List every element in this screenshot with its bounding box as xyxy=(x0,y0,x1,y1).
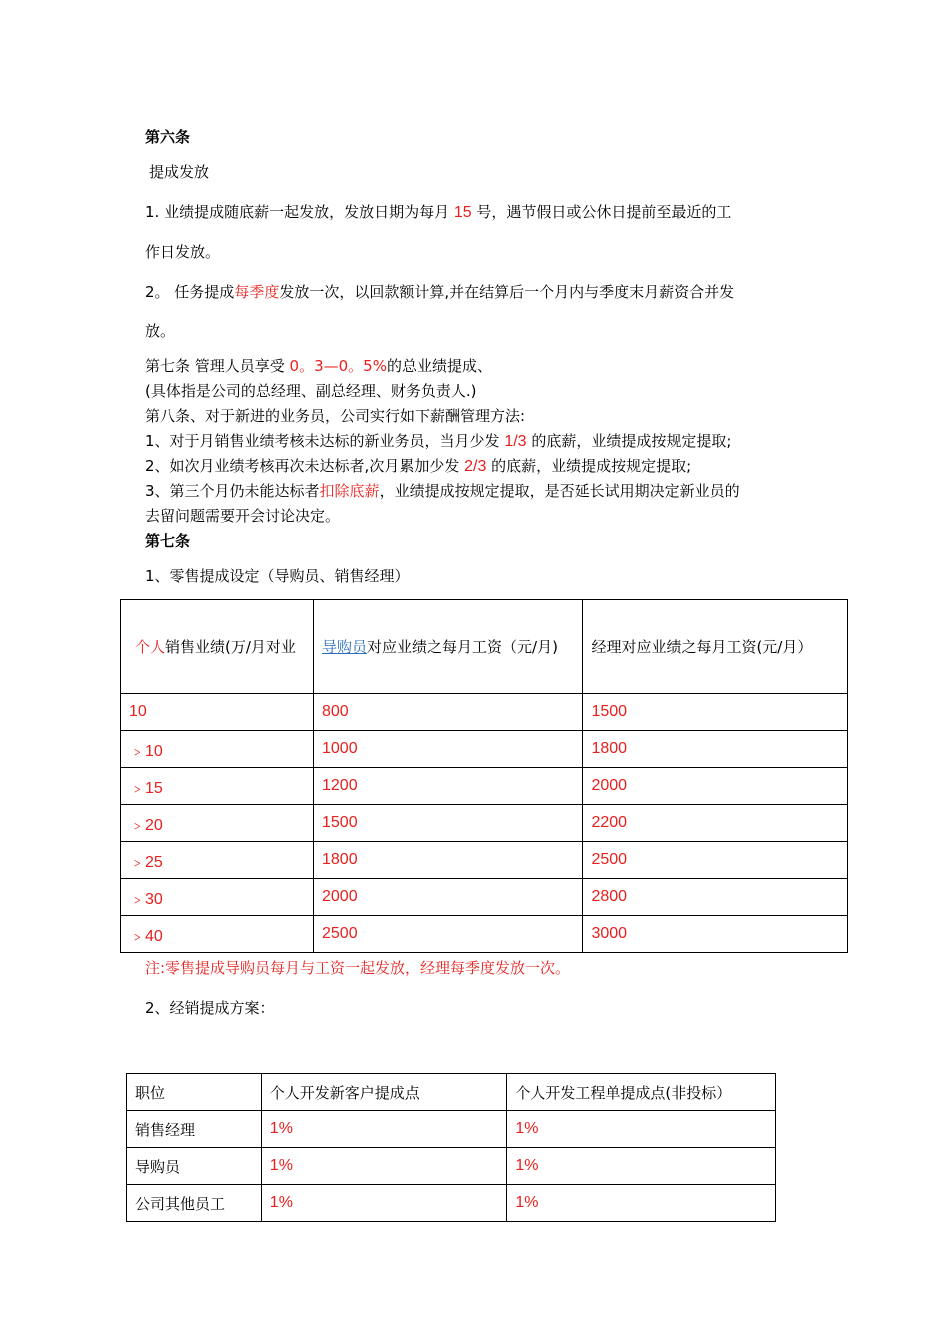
cell-position: 导购员 xyxy=(127,1148,262,1185)
cell-project-rate: 1% xyxy=(507,1111,776,1148)
cell-manager-wage: 2800 xyxy=(583,879,848,916)
cell-guide-wage: 1800 xyxy=(314,842,583,879)
cell-guide-wage: 800 xyxy=(314,694,583,731)
header-cell-guide-wage: 导购员对应业绩之每月工资（元/月) xyxy=(314,600,583,694)
cell-sales: ﹥10 xyxy=(121,731,314,768)
article-7a-line-2: (具体指是公司的总经理、副总经理、财务负责人.) xyxy=(145,382,477,400)
table-row xyxy=(121,731,848,768)
header-cell-new-client-rate: 个人开发新客户提成点 xyxy=(261,1074,507,1111)
cell-manager-wage: 3000 xyxy=(583,916,848,953)
cell-manager-wage: 2500 xyxy=(583,842,848,879)
cell-new-client-rate: 1% xyxy=(261,1111,507,1148)
cell-manager-wage: 2200 xyxy=(583,805,848,842)
header-cell-sales: 个人销售业绩(万/月对业 xyxy=(121,600,314,694)
cell-new-client-rate: 1% xyxy=(261,1185,507,1222)
article-6-item-1-cont: 作日发放。 xyxy=(145,243,221,261)
table-header-row xyxy=(127,1074,776,1111)
table-row xyxy=(121,805,848,842)
article-6-subtitle: 提成发放 xyxy=(149,163,210,181)
article-8-line-4: 3、第三个月仍未能达标者扣除底薪，业绩提成按规定提取，是否延长试用期决定新业员的 xyxy=(145,482,740,500)
cell-manager-wage: 1800 xyxy=(583,731,848,768)
article-8-line-3: 2、如次月业绩考核再次未达标者,次月累加少发 2/3 的底薪，业绩提成按规定提取; xyxy=(145,457,692,475)
retail-section-heading: 1、零售提成设定（导购员、销售经理） xyxy=(145,567,410,585)
cell-new-client-rate: 1% xyxy=(261,1148,507,1185)
cell-position: 销售经理 xyxy=(127,1111,262,1148)
article-6-title: 第六条 xyxy=(145,128,191,146)
header-cell-manager-wage: 经理对应业绩之每月工资(元/月） xyxy=(583,600,848,694)
table-row xyxy=(121,768,848,805)
distribution-commission-table xyxy=(126,1073,776,1222)
article-6-item-2: 2。 任务提成每季度发放一次，以回款额计算,并在结算后一个月内与季度末月薪资合并发 xyxy=(145,283,735,301)
cell-project-rate: 1% xyxy=(507,1148,776,1185)
table-row xyxy=(121,842,848,879)
cell-sales: ﹥40 xyxy=(121,916,314,953)
cell-position: 公司其他员工 xyxy=(127,1185,262,1222)
table-header-row xyxy=(121,600,848,694)
article-7b-title: 第七条 xyxy=(145,532,191,550)
cell-sales: ﹥20 xyxy=(121,805,314,842)
table-row xyxy=(127,1148,776,1185)
header-cell-position: 职位 xyxy=(127,1074,262,1111)
article-6-item-1: 1. 业绩提成随底薪一起发放，发放日期为每月 15 号，遇节假日或公休日提前至最近的工 xyxy=(145,203,732,221)
cell-guide-wage: 1500 xyxy=(314,805,583,842)
table-row xyxy=(121,879,848,916)
article-7a-line-1: 第七条 管理人员享受 0。3—0。5%的总业绩提成、 xyxy=(145,357,492,375)
cell-manager-wage: 2000 xyxy=(583,768,848,805)
cell-guide-wage: 1000 xyxy=(314,731,583,768)
cell-sales: 10 xyxy=(121,694,314,731)
table-row xyxy=(121,916,848,953)
table-row xyxy=(127,1111,776,1148)
article-8-line-5: 去留问题需要开会讨论决定。 xyxy=(145,507,341,525)
article-8-line-2: 1、对于月销售业绩考核未达标的新业务员，当月少发 1/3 的底薪，业绩提成按规定提取; xyxy=(145,432,732,450)
cell-manager-wage: 1500 xyxy=(583,694,848,731)
table-row xyxy=(121,694,848,731)
distribution-section-heading: 2、经销提成方案： xyxy=(145,999,275,1017)
cell-project-rate: 1% xyxy=(507,1185,776,1222)
retail-commission-table xyxy=(120,599,848,953)
retail-note: 注:零售提成导购员每月与工资一起发放，经理每季度发放一次。 xyxy=(145,959,571,977)
cell-sales: ﹥15 xyxy=(121,768,314,805)
cell-sales: ﹥25 xyxy=(121,842,314,879)
article-8-line-1: 第八条、对于新进的业务员，公司实行如下薪酬管理方法: xyxy=(145,407,526,425)
cell-guide-wage: 2000 xyxy=(314,879,583,916)
header-cell-project-rate: 个人开发工程单提成点(非投标） xyxy=(507,1074,776,1111)
cell-sales: ﹥30 xyxy=(121,879,314,916)
table-row xyxy=(127,1185,776,1222)
cell-guide-wage: 1200 xyxy=(314,768,583,805)
cell-guide-wage: 2500 xyxy=(314,916,583,953)
article-6-item-2-cont: 放。 xyxy=(145,322,176,340)
